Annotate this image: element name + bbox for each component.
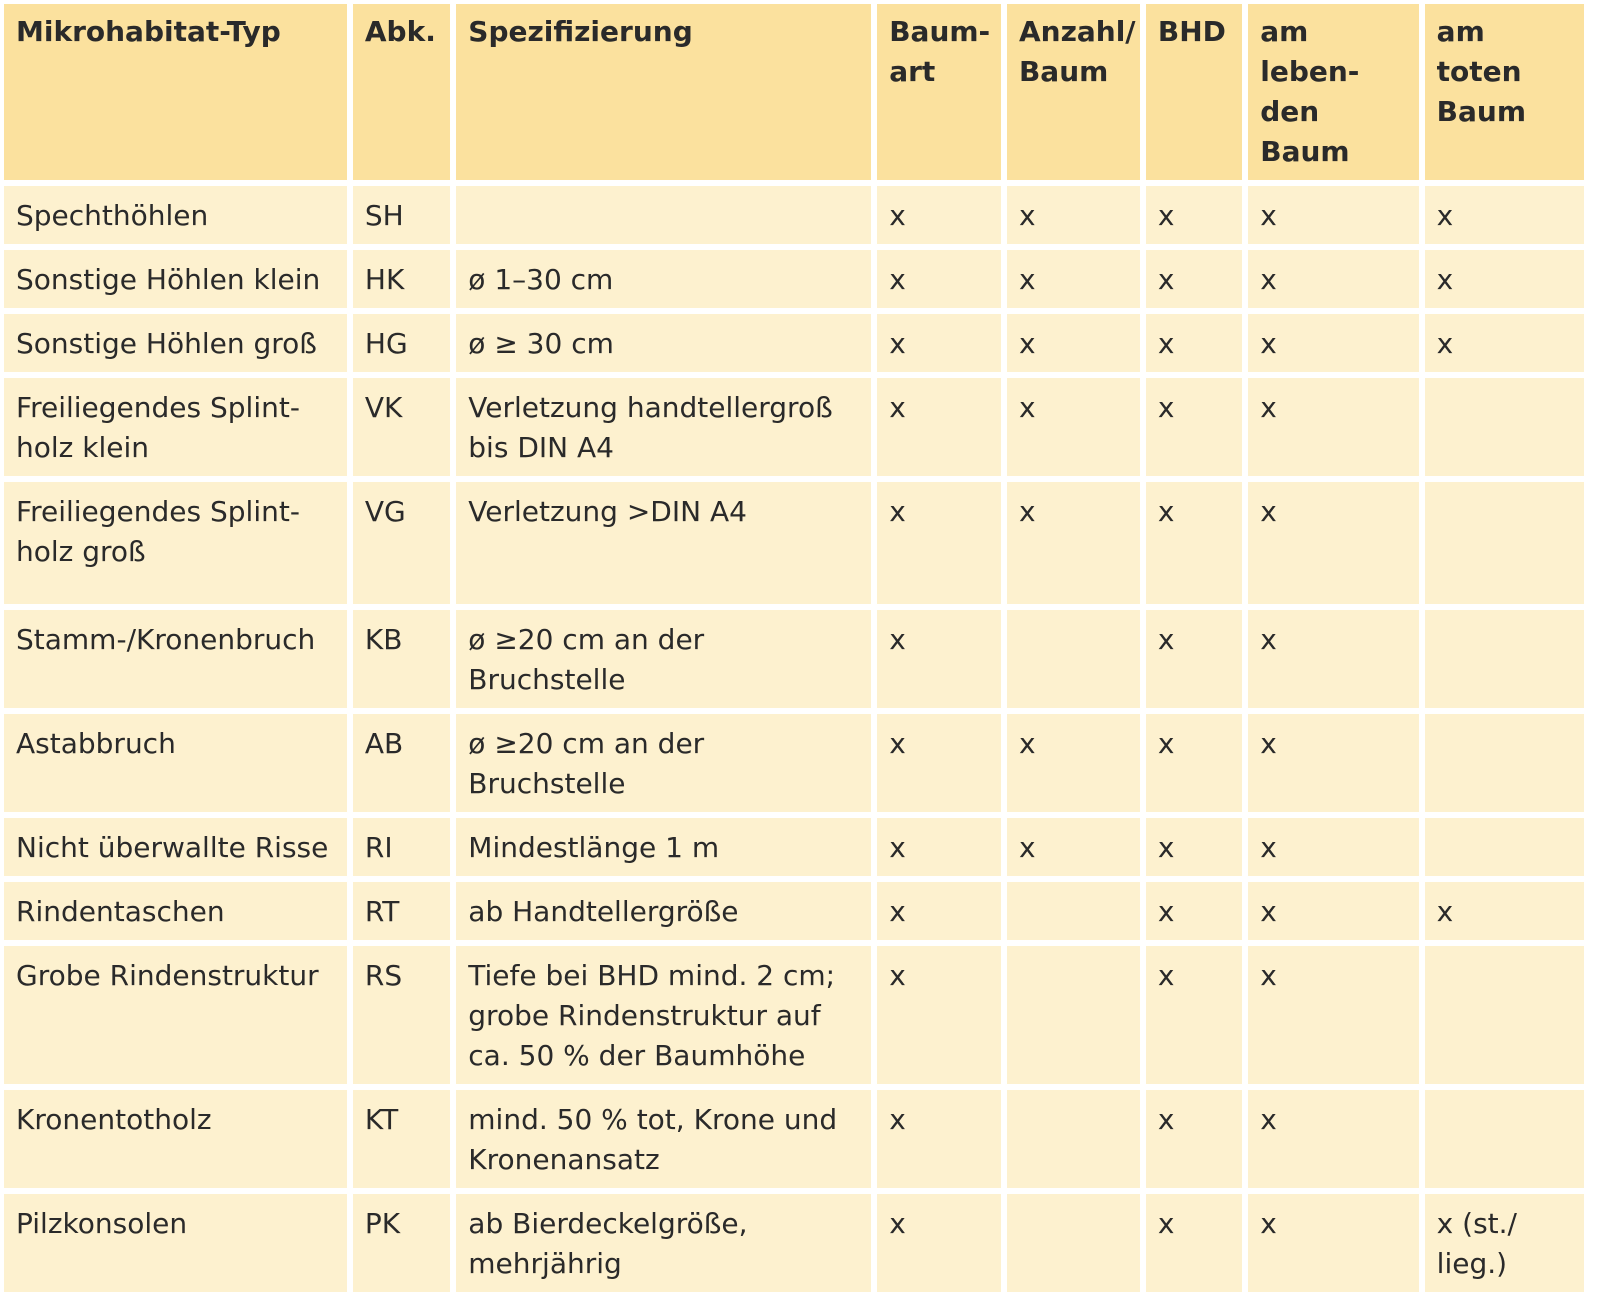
cell-am-toten-baum [1425, 186, 1584, 244]
cell-am-lebenden-baum: x [1248, 714, 1418, 812]
cell-text-line: grobe Rindenstruktur auf [468, 999, 821, 1032]
cell-bhd: x [1146, 818, 1242, 876]
header-mikrohabitat-typ [4, 4, 347, 180]
cell-text-line: x [1436, 199, 1454, 232]
cell-text-line: Stamm-/Kronenbruch [16, 623, 316, 656]
header-text-line: BHD [1157, 15, 1226, 48]
cell-anzahl-baum: x [1007, 250, 1140, 308]
cell-text-line: ø ≥ 30 cm [468, 327, 614, 360]
cell-text-line: mind. 50 % tot, Krone und [468, 1103, 838, 1136]
header-am-toten-baum [1425, 4, 1584, 180]
header-text-line: den Baum [1260, 95, 1350, 168]
table-row [4, 714, 1584, 812]
header-baumart [877, 4, 1001, 180]
cell-am-lebenden-baum: x [1248, 946, 1418, 1084]
cell-text-line: Nicht überwallte Risse [16, 831, 329, 864]
table-row [4, 946, 1584, 1084]
header-text-line: Spezifizierung [468, 15, 693, 48]
microhabitat-table-container [4, 4, 1596, 1292]
cell-abk: VK [353, 378, 450, 476]
cell-anzahl-baum [1007, 1194, 1140, 1292]
header-text-line: Mikrohabitat-Typ [16, 15, 281, 48]
cell-bhd: x [1146, 610, 1242, 708]
cell-mikrohabitat-typ [4, 610, 347, 708]
cell-anzahl-baum [1007, 1090, 1140, 1188]
cell-am-toten-baum [1425, 818, 1584, 876]
cell-anzahl-baum [1007, 946, 1140, 1084]
cell-baumart: x [877, 482, 1001, 604]
cell-baumart: x [877, 610, 1001, 708]
cell-text-line: Freiliegendes Splint- [16, 495, 300, 528]
cell-abk: SH [353, 186, 450, 244]
cell-anzahl-baum [1007, 610, 1140, 708]
cell-mikrohabitat-typ [4, 378, 347, 476]
cell-am-lebenden-baum: x [1248, 610, 1418, 708]
cell-spezifizierung [456, 714, 871, 812]
cell-text-line: holz groß [16, 535, 146, 568]
cell-abk: VG [353, 482, 450, 604]
cell-mikrohabitat-typ [4, 818, 347, 876]
cell-bhd: x [1146, 314, 1242, 372]
cell-spezifizierung [456, 946, 871, 1084]
cell-mikrohabitat-typ [4, 1194, 347, 1292]
table-row [4, 882, 1584, 940]
cell-bhd: x [1146, 482, 1242, 604]
cell-text-line: ø 1–30 cm [468, 263, 614, 296]
cell-text-line: Mindestlänge 1 m [468, 831, 720, 864]
cell-text-line: Grobe Rindenstruktur [16, 959, 319, 992]
cell-am-lebenden-baum: x [1248, 250, 1418, 308]
cell-am-toten-baum [1425, 1194, 1584, 1292]
cell-spezifizierung [456, 882, 871, 940]
header-row [4, 4, 1584, 180]
table-row [4, 1090, 1584, 1188]
cell-abk: PK [353, 1194, 450, 1292]
cell-spezifizierung [456, 482, 871, 604]
cell-text-line: ca. 50 % der Baumhöhe [468, 1039, 806, 1072]
cell-am-lebenden-baum: x [1248, 186, 1418, 244]
cell-text-line: Rindentaschen [16, 895, 225, 928]
header-text-line: Abk. [364, 15, 436, 48]
cell-text-line: Pilzkonsolen [16, 1207, 188, 1240]
cell-mikrohabitat-typ [4, 882, 347, 940]
cell-anzahl-baum: x [1007, 314, 1140, 372]
cell-bhd: x [1146, 378, 1242, 476]
cell-baumart: x [877, 1090, 1001, 1188]
table-row [4, 186, 1584, 244]
cell-bhd: x [1146, 946, 1242, 1084]
cell-text-line: Astabbruch [16, 727, 176, 760]
cell-abk: HK [353, 250, 450, 308]
cell-am-toten-baum [1425, 882, 1584, 940]
cell-anzahl-baum: x [1007, 378, 1140, 476]
cell-bhd: x [1146, 882, 1242, 940]
cell-am-lebenden-baum: x [1248, 314, 1418, 372]
cell-text-line: ab Bierdeckelgröße, [468, 1207, 748, 1240]
cell-baumart: x [877, 186, 1001, 244]
cell-text-line: ab Handtellergröße [468, 895, 739, 928]
cell-text-line: Spechthöhlen [16, 199, 209, 232]
cell-am-toten-baum [1425, 714, 1584, 812]
cell-mikrohabitat-typ [4, 714, 347, 812]
cell-am-toten-baum [1425, 378, 1584, 476]
cell-am-toten-baum [1425, 482, 1584, 604]
cell-am-toten-baum [1425, 610, 1584, 708]
cell-text-line: x [1436, 895, 1454, 928]
cell-abk: HG [353, 314, 450, 372]
cell-spezifizierung [456, 250, 871, 308]
header-text-line: Anzahl/ [1018, 15, 1136, 48]
cell-am-toten-baum [1425, 250, 1584, 308]
cell-abk: RT [353, 882, 450, 940]
cell-baumart: x [877, 314, 1001, 372]
cell-text-line: lieg.) [1436, 1247, 1508, 1280]
cell-text-line: Tiefe bei BHD mind. 2 cm; [468, 959, 836, 992]
cell-am-lebenden-baum: x [1248, 1090, 1418, 1188]
cell-mikrohabitat-typ [4, 186, 347, 244]
cell-anzahl-baum: x [1007, 818, 1140, 876]
cell-spezifizierung [456, 186, 871, 244]
cell-text-line: holz klein [16, 431, 149, 464]
cell-mikrohabitat-typ [4, 482, 347, 604]
cell-am-lebenden-baum: x [1248, 482, 1418, 604]
cell-mikrohabitat-typ [4, 250, 347, 308]
cell-mikrohabitat-typ [4, 314, 347, 372]
header-text-line: art [889, 55, 936, 88]
cell-text-line: x [1436, 327, 1454, 360]
cell-bhd: x [1146, 250, 1242, 308]
cell-spezifizierung [456, 1194, 871, 1292]
cell-spezifizierung [456, 314, 871, 372]
header-text-line: Baum [1018, 55, 1109, 88]
header-anzahl-baum [1007, 4, 1140, 180]
cell-text-line: ø ≥20 cm an der Bruchstelle [468, 727, 705, 800]
cell-text-line: Sonstige Höhlen groß [16, 327, 317, 360]
table-header [4, 4, 1584, 180]
cell-text-line: Kronentotholz [16, 1103, 212, 1136]
header-text-line: Baum [1436, 95, 1527, 128]
cell-baumart: x [877, 250, 1001, 308]
cell-am-toten-baum [1425, 946, 1584, 1084]
cell-bhd: x [1146, 714, 1242, 812]
header-text-line: Baum- [889, 15, 991, 48]
header-bhd [1146, 4, 1242, 180]
cell-spezifizierung [456, 818, 871, 876]
cell-abk: RS [353, 946, 450, 1084]
cell-text-line: Kronenansatz [468, 1143, 660, 1176]
cell-anzahl-baum: x [1007, 186, 1140, 244]
cell-baumart: x [877, 946, 1001, 1084]
table-row [4, 818, 1584, 876]
cell-spezifizierung [456, 1090, 871, 1188]
cell-text-line: Freiliegendes Splint- [16, 391, 300, 424]
header-text-line: am toten [1436, 15, 1522, 88]
cell-mikrohabitat-typ [4, 1090, 347, 1188]
cell-baumart: x [877, 818, 1001, 876]
cell-text-line: x (st./ [1436, 1207, 1517, 1240]
cell-abk: KT [353, 1090, 450, 1188]
cell-am-toten-baum [1425, 1090, 1584, 1188]
cell-bhd: x [1146, 1194, 1242, 1292]
cell-abk: KB [353, 610, 450, 708]
table-row [4, 250, 1584, 308]
cell-am-toten-baum [1425, 314, 1584, 372]
cell-text-line: ø ≥20 cm an der Bruchstelle [468, 623, 705, 696]
cell-abk: AB [353, 714, 450, 812]
cell-anzahl-baum: x [1007, 714, 1140, 812]
table-row [4, 610, 1584, 708]
table-row [4, 314, 1584, 372]
table-body [4, 186, 1584, 1292]
cell-baumart: x [877, 378, 1001, 476]
table-row [4, 1194, 1584, 1292]
table-row [4, 378, 1584, 476]
cell-baumart: x [877, 714, 1001, 812]
cell-baumart: x [877, 1194, 1001, 1292]
header-am-lebenden-baum [1248, 4, 1418, 180]
cell-text-line: Verletzung handtellergroß [468, 391, 833, 424]
cell-text-line: mehrjährig [468, 1247, 622, 1280]
cell-spezifizierung [456, 610, 871, 708]
cell-text-line: Sonstige Höhlen klein [16, 263, 321, 296]
cell-mikrohabitat-typ [4, 946, 347, 1084]
cell-spezifizierung [456, 378, 871, 476]
header-abk [353, 4, 450, 180]
cell-text-line: Verletzung >DIN A4 [468, 495, 747, 528]
cell-am-lebenden-baum: x [1248, 1194, 1418, 1292]
cell-text-line: bis DIN A4 [468, 431, 614, 464]
cell-text-line: x [1436, 263, 1454, 296]
cell-abk: RI [353, 818, 450, 876]
cell-baumart: x [877, 882, 1001, 940]
cell-am-lebenden-baum: x [1248, 882, 1418, 940]
header-spezifizierung [456, 4, 871, 180]
table-row [4, 482, 1584, 604]
cell-anzahl-baum: x [1007, 482, 1140, 604]
cell-am-lebenden-baum: x [1248, 378, 1418, 476]
header-text-line: am leben- [1260, 15, 1360, 88]
cell-am-lebenden-baum: x [1248, 818, 1418, 876]
cell-bhd: x [1146, 1090, 1242, 1188]
cell-anzahl-baum [1007, 882, 1140, 940]
cell-bhd: x [1146, 186, 1242, 244]
